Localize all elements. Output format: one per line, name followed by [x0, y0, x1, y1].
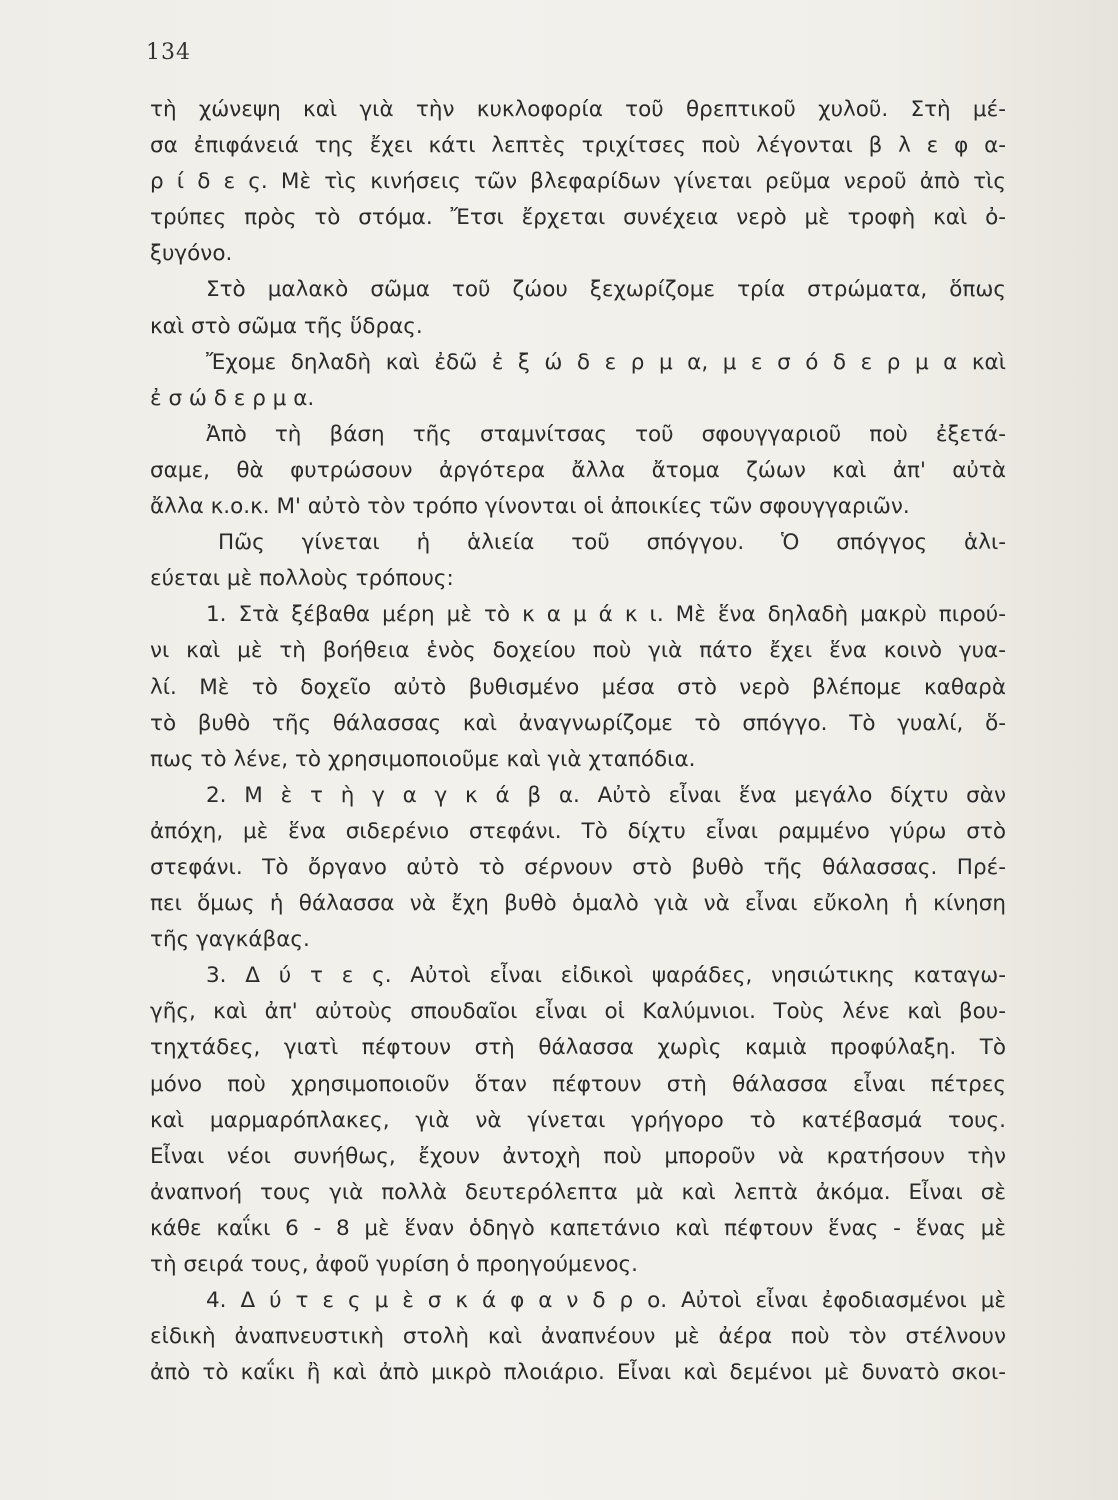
text-line: Εἶναι νέοι συνήθως, ἔχουν ἀντοχὴ ποὺ μποροῦν νὰ κρατήσουν τὴν	[150, 1143, 1006, 1169]
text-line: σαμε, θὰ φυτρώσουν ἀργότερα ἄλλα ἄτομα ζώων καὶ ἀπ' αὐτὰ	[150, 457, 1006, 483]
text-line: μόνο ποὺ χρησιμοποιοῦν ὅταν πέφτουν στὴ θάλασσα εἶναι πέτρες	[150, 1071, 1006, 1097]
text-line: ἀπὸ τὸ καΐκι ἢ καὶ ἀπὸ μικρὸ πλοιάριο. Εἶναι καὶ δεμένοι μὲ δυνατὸ σκοι-	[150, 1360, 1006, 1386]
section-heading-line: Πῶς γίνεται ἡ ἁλιεία τοῦ σπόγγου. Ὁ σπόγγος ἁλι-	[218, 530, 1006, 556]
text-line: ἀναπνοή τους γιὰ πολλὰ δευτερόλεπτα μὰ καὶ λεπτὰ ἀκόμα. Εἶναι σὲ	[150, 1179, 1006, 1205]
text-line: ἄλλα κ.ο.κ. Μ' αὐτὸ τὸν τρόπο γίνονται οἱ ἀποικίες τῶν σφουγγαριῶν.	[150, 494, 910, 520]
text-line: τὴ χώνεψη καὶ γιὰ τὴν κυκλοφορία τοῦ θρεπτικοῦ χυλοῦ. Στὴ μέ-	[150, 97, 1006, 122]
text-line: γῆς, καὶ ἀπ' αὐτοὺς σπουδαῖοι εἶναι οἱ Καλύμνιοι. Τοὺς λένε καὶ βου-	[150, 999, 1006, 1025]
text-line: τηχτάδες, γιατὶ πέφτουν στὴ θάλασσα χωρὶς καμιὰ προφύλαξη. Τὸ	[150, 1035, 1006, 1061]
text-line: 3. Δ ύ τ ε ς. Αὐτοὶ εἶναι εἰδικοὶ ψαράδες, νησιώτικης καταγω-	[206, 963, 1006, 989]
text-line: 4. Δ ύ τ ε ς μ ὲ σ κ ά φ α ν δ ρ ο. Αὐτοὶ εἶναι ἐφοδιασμένοι μὲ	[206, 1288, 1006, 1314]
text-line: τὴ σειρά τους, ἀφοῦ γυρίση ὁ προηγούμενος.	[150, 1252, 638, 1277]
page-number: 134	[146, 40, 191, 65]
text-line: εύεται μὲ πολλοὺς τρόπους:	[150, 566, 454, 592]
body-text	[150, 92, 1006, 1391]
text-line: στεφάνι. Τὸ ὄργανο αὐτὸ τὸ σέρνουν στὸ βυθὸ τῆς θάλασσας. Πρέ-	[150, 854, 1006, 880]
text-line: εἰδικὴ ἀναπνευστικὴ στολὴ καὶ ἀναπνέουν μὲ ἀέρα ποὺ τὸν στέλνουν	[150, 1324, 1006, 1350]
text-line: λί. Μὲ τὸ δοχεῖο αὐτὸ βυθισμένο μέσα στὸ νερὸ βλέπομε καθαρὰ	[150, 674, 1006, 700]
text-line: νι καὶ μὲ τὴ βοήθεια ἑνὸς δοχείου ποὺ γιὰ πάτο ἔχει ἕνα κοινὸ γυα-	[150, 638, 1006, 664]
text-line: 1. Στὰ ξέβαθα μέρη μὲ τὸ κ α μ ά κ ι. Μὲ ἕνα δηλαδὴ μακρὺ πιρού-	[206, 602, 1006, 628]
text-line: κάθε καΐκι 6 - 8 μὲ ἕναν ὁδηγὸ καπετάνιο καὶ πέφτουν ἕνας - ἕνας μὲ	[150, 1215, 1006, 1241]
text-line: ἀπόχη, μὲ ἕνα σιδερένιο στεφάνι. Τὸ δίχτυ εἶναι ραμμένο γύρω στὸ	[150, 818, 1006, 844]
text-line: τῆς γαγκάβας.	[150, 927, 310, 953]
text-line: ξυγόνο.	[150, 241, 233, 267]
text-line: πει ὅμως ἡ θάλασσα νὰ ἔχη βυθὸ ὁμαλὸ γιὰ νὰ εἶναι εὔκολη ἡ κίνηση	[150, 891, 1006, 917]
text-line: Ἔχομε δηλαδὴ καὶ ἐδῶ ἐ ξ ώ δ ε ρ μ α, μ ε σ ό δ ε ρ μ α καὶ	[206, 349, 1006, 375]
text-line: τρύπες πρὸς τὸ στόμα. Ἔτσι ἔρχεται συνέχεια νερὸ μὲ τροφὴ καὶ ὀ-	[150, 205, 1006, 231]
text-line: τὸ βυθὸ τῆς θάλασσας καὶ ἀναγνωρίζομε τὸ σπόγγο. Τὸ γυαλί, ὅ-	[150, 710, 1006, 736]
text-line: Στὸ μαλακὸ σῶμα τοῦ ζώου ξεχωρίζομε τρία στρώματα, ὅπως	[206, 277, 1006, 303]
text-line: καὶ στὸ σῶμα τῆς ὕδρας.	[150, 313, 423, 339]
text-line: πως τὸ λένε, τὸ χρησιμοποιοῦμε καὶ γιὰ χταπόδια.	[150, 746, 696, 772]
text-line: σα ἐπιφάνειά της ἔχει κάτι λεπτὲς τριχίτσες ποὺ λέγονται β λ ε φ α-	[150, 133, 1006, 159]
text-line: ἐ σ ώ δ ε ρ μ α.	[150, 385, 315, 411]
text-line: 2. Μ ὲ τ ὴ γ α γ κ ά β α. Αὐτὸ εἶναι ἕνα μεγάλο δίχτυ σὰν	[206, 782, 1006, 808]
text-line: Ἀπὸ τὴ βάση τῆς σταμνίτσας τοῦ σφουγγαριοῦ ποὺ ἐξετά-	[206, 421, 1006, 447]
text-line: ρ ί δ ε ς. Μὲ τὶς κινήσεις τῶν βλεφαρίδων γίνεται ρεῦμα νεροῦ ἀπὸ τὶς	[150, 169, 1006, 195]
text-line: καὶ μαρμαρόπλακες, γιὰ νὰ γίνεται γρήγορο τὸ κατέβασμά τους.	[150, 1107, 1006, 1133]
